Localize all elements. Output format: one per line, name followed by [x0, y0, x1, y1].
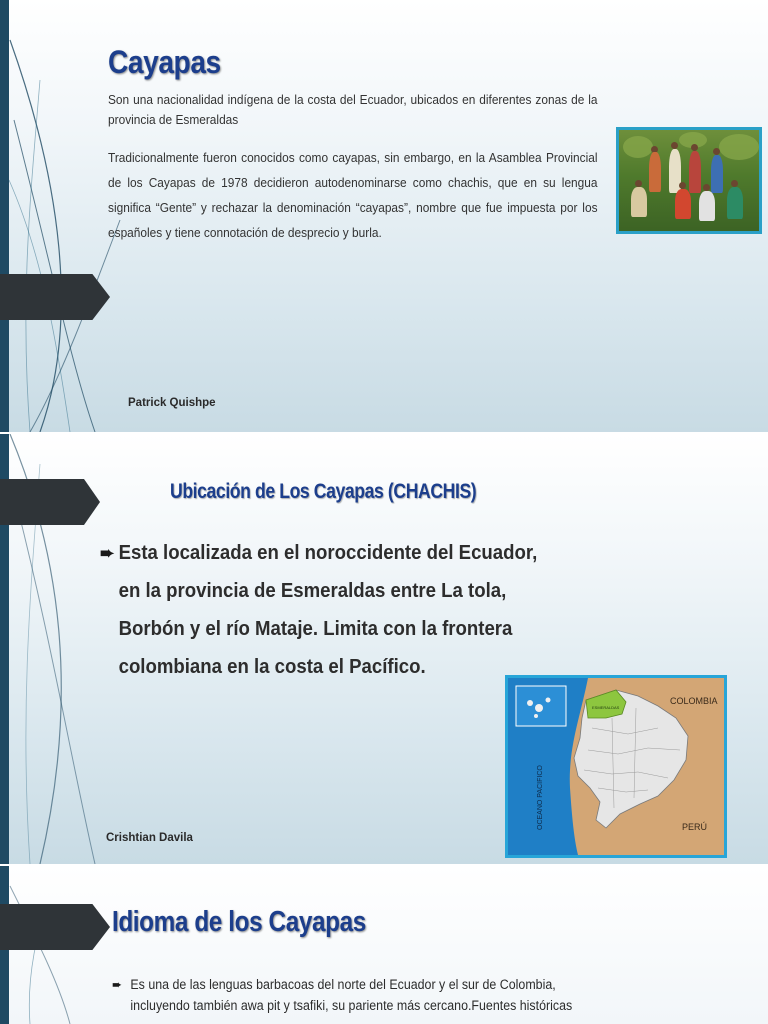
list-item	[112, 974, 627, 1016]
slide-ubicacion	[0, 434, 768, 864]
bullet-line: Esta localizada en el noroccidente del Ecuador,	[118, 542, 538, 564]
bullet-list	[112, 974, 672, 1016]
bullet-line: Borbón y el río Mataje. Limita con la frontera	[118, 618, 513, 640]
right-pointing-hand-icon: ➨	[100, 543, 115, 563]
author-name: Patrick Quishpe	[128, 397, 216, 409]
right-pointing-hand-icon: ➨	[112, 977, 123, 992]
author-name: Crishtian Davila	[106, 832, 193, 844]
bullet-line: en la provincia de Esmeraldas entre La tola,	[118, 580, 507, 602]
slide-marker-arrow	[0, 479, 100, 525]
bullet-location	[100, 534, 621, 686]
paragraph-history: Tradicionalmente fueron conocidos como cayapas, sin embargo, en la Asamblea Provincial de los Cayapas de 1978 decidieron autodenominarse como chachis, que en su lengua significa “Gente” y rechazar la denominación “cayapas”, nombre que fue impuesta por los españoles y tiene connotación de desprecio y burla.	[108, 150, 598, 240]
slide-title: Ubicación de Los Cayapas (CHACHIS)	[170, 480, 477, 503]
slide-title: Cayapas	[108, 44, 221, 80]
map-label-ocean: OCEANO PACIFICO	[537, 765, 544, 830]
chachi-people-photo	[616, 127, 762, 234]
bullet-line: Es una de las lenguas barbacoas del norte del Ecuador y el sur de Colombia,	[130, 977, 556, 992]
slide-cayapas	[0, 0, 768, 432]
map-label-province: ESMERALDAS	[592, 705, 620, 710]
bullet-line: incluyendo también awa pit y tsafiki, su pariente más cercano.Fuentes históricas	[130, 998, 573, 1013]
bullet-line: colombiana en la costa el Pacífico.	[118, 656, 426, 678]
slide-marker-arrow	[0, 904, 110, 950]
slide-title: Idioma de los Cayapas	[112, 906, 366, 938]
slide-idioma	[0, 866, 768, 1024]
ecuador-map	[505, 675, 727, 858]
left-accent-stripe	[0, 0, 9, 432]
map-label-colombia: COLOMBIA	[670, 696, 718, 706]
paragraph-intro: Son una nacionalidad indígena de la costa del Ecuador, ubicados en diferentes zonas de la provincia de Esmeraldas	[108, 92, 598, 127]
slide-marker-arrow	[0, 274, 110, 320]
map-label-peru: PERÚ	[682, 822, 708, 832]
